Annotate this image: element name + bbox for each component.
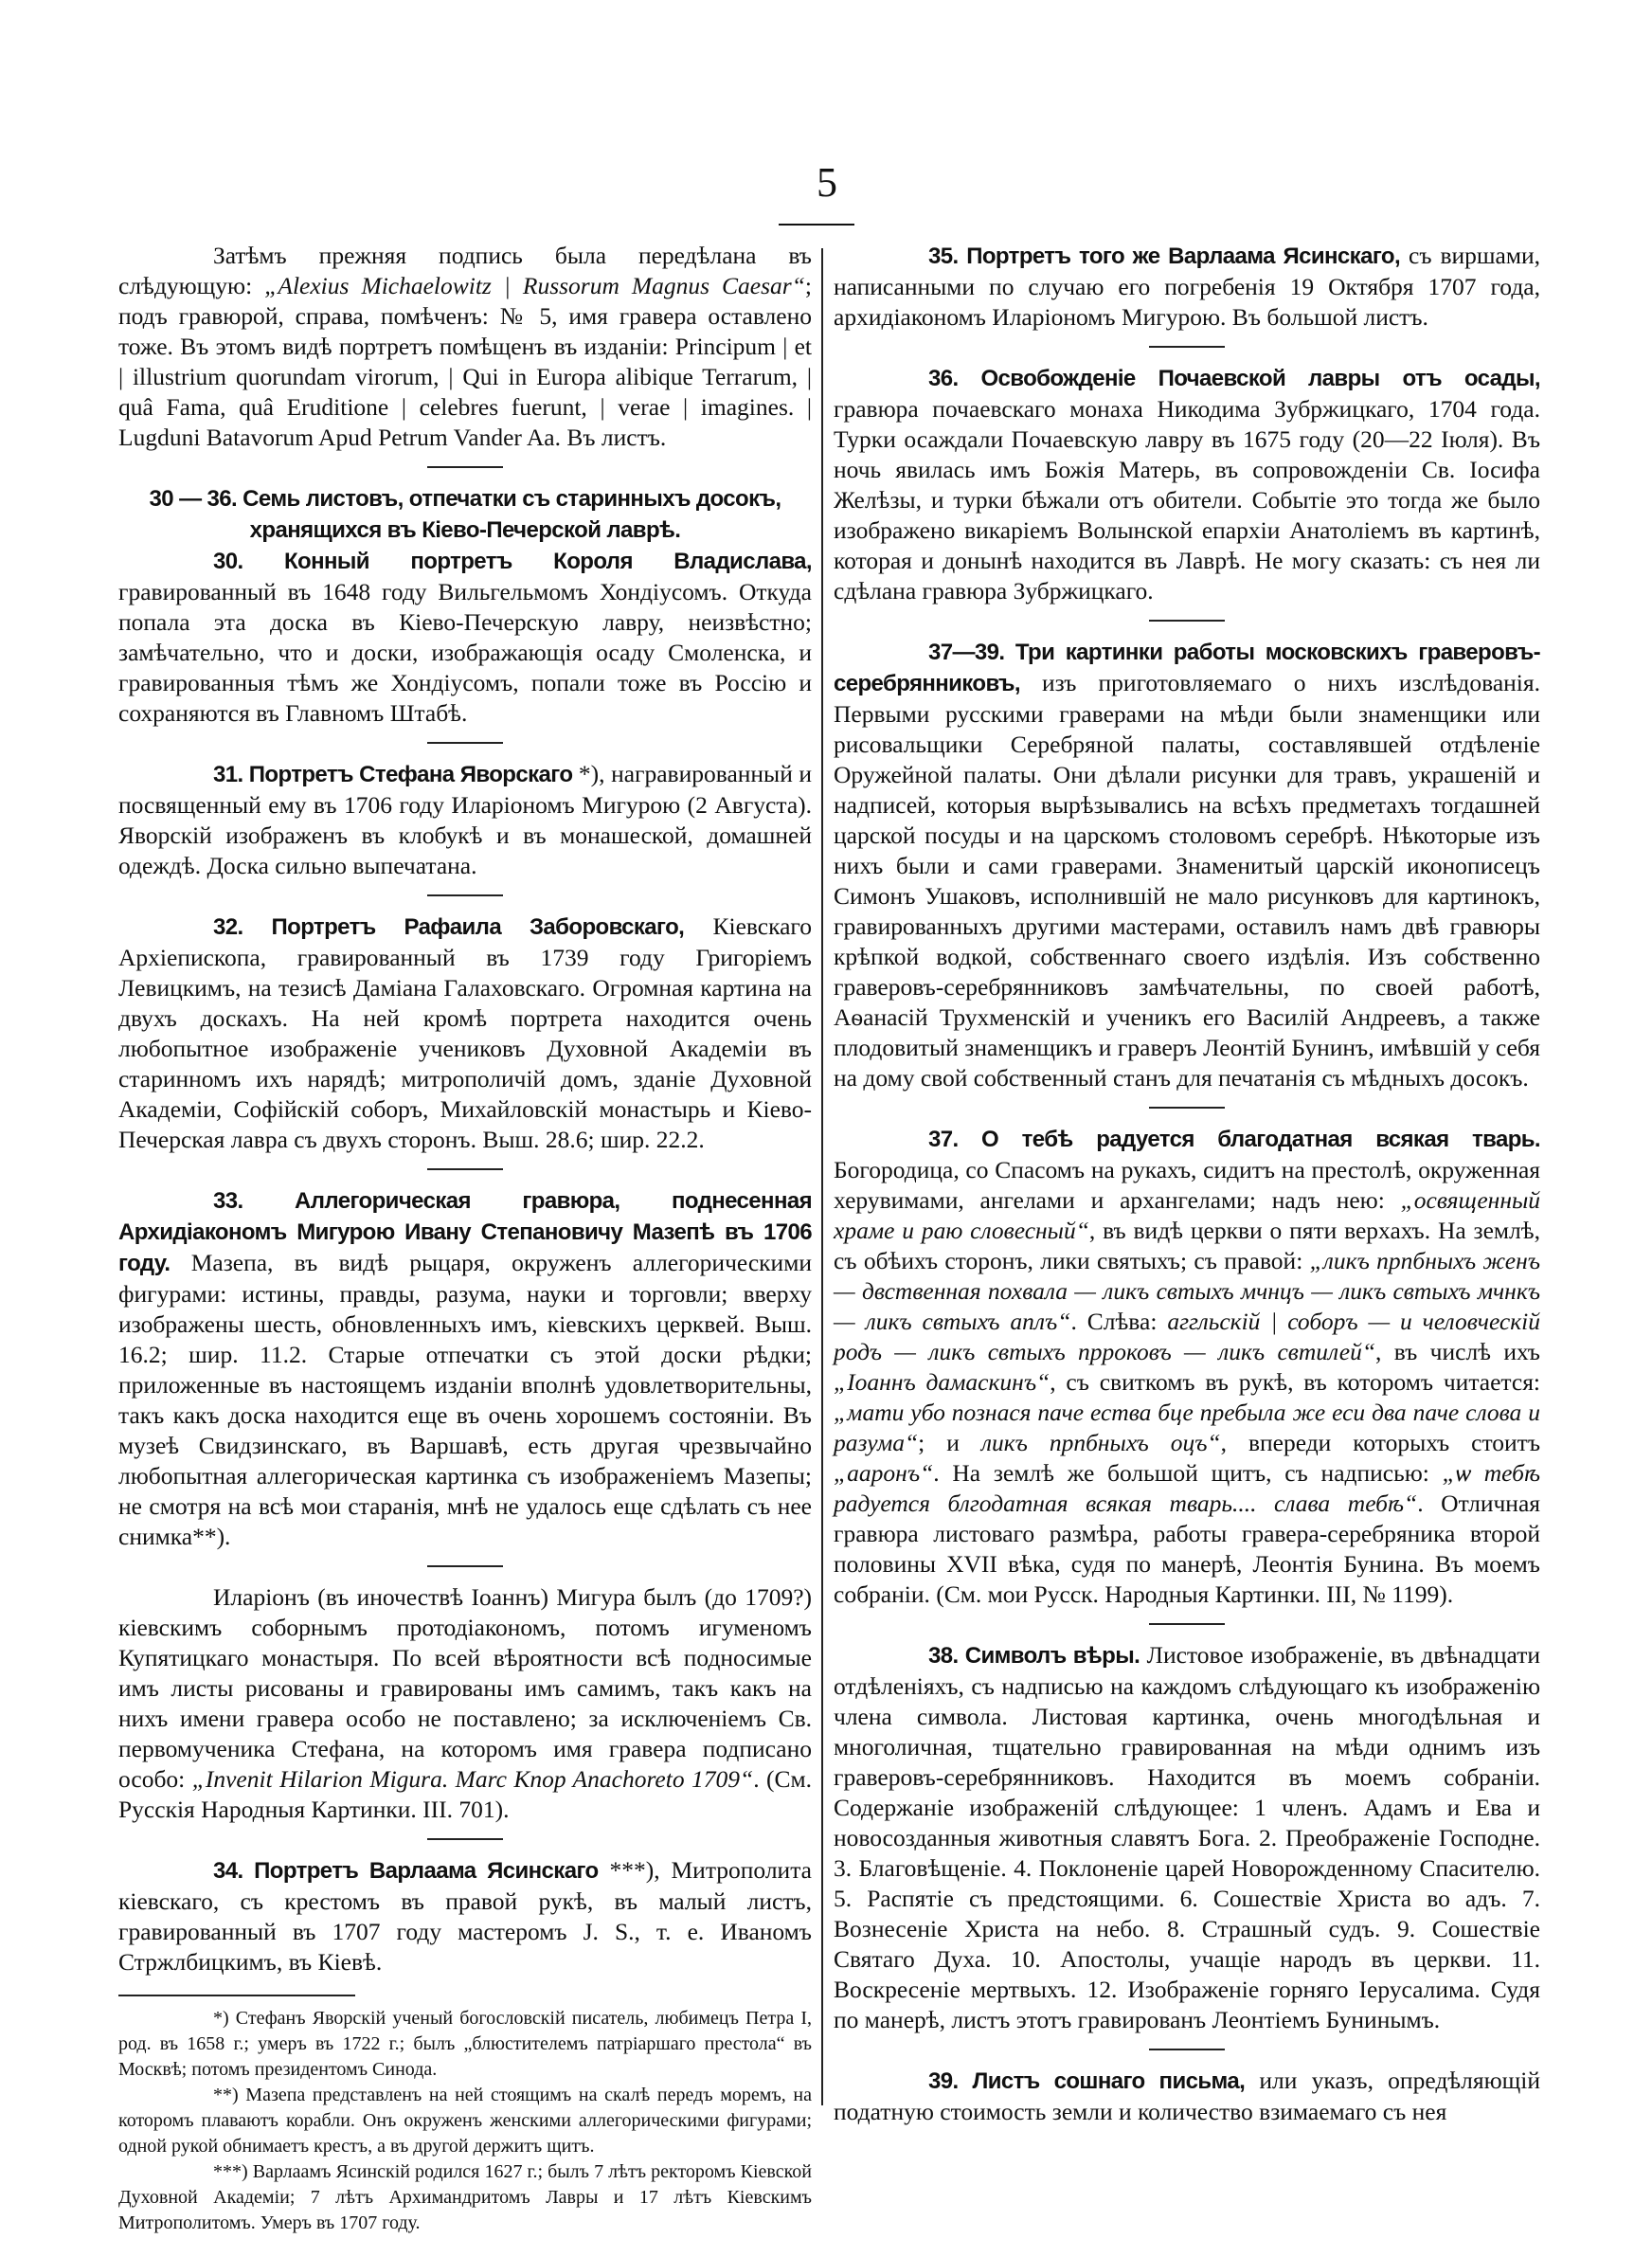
italic-quote: „ааронъ“ [834, 1459, 934, 1487]
entry-title: 38. Символъ вѣры. [928, 1643, 1140, 1669]
page-number-underline [779, 224, 854, 226]
right-column [834, 241, 1540, 2127]
entry-title: 34. Портретъ Варлаама Ясинскаго [213, 1858, 599, 1884]
section-divider [427, 1565, 503, 1567]
italic-quote: „Alexius Michaelowitz | Russorum Magnus Caesar“ [264, 272, 805, 299]
entry-text: Листовое изображеніе, въ двѣнадцати отдѣленіяхъ, съ надписью на каждомъ слѣдующаго къ изображенію члена символа. Листовая картинка, очень многодѣльная и многоличная, тщательно гравированная на мѣди однимъ изъ граверовъ-серебрянниковъ. Находится въ моемъ собраніи. Содержаніе изображеній слѣдующее: 1 членъ. Адамъ и Ева и новосозданныя животныя славятъ Бога. 2. Преображеніе Господне. 3. Благовѣщеніе. 4. Поклоненіе царей Новорожденному Спасителю. 5. Распятіе съ предстоящими. 6. Сошествіе Христа во адъ. 7. Вознесеніе Христа на небо. 8. Страшный судъ. 9. Сошествіе Святаго Духа. 10. Апостолы, учащіе народъ въ церкви. 11. Воскресеніе мертвыхъ. 12. Изображеніе горняго Іерусалима. Судя по манерѣ, листъ этотъ гравированъ Леонтіемъ Бунинымъ. [834, 1641, 1540, 2033]
entry-text: . (См. Русскія Народныя Картинки. III. 701). [118, 1765, 812, 1823]
catalog-entry [834, 637, 1540, 1093]
entry-text: ; и [918, 1429, 981, 1456]
catalog-entry [834, 363, 1540, 606]
entry-text: изъ приготовляемаго о нихъ изслѣдованія. Первыми русскими граверами на мѣди были знаменщики или рисовальщики Серебряной палаты, составлявшей отдѣленіе Оружейной палаты. Они дѣлали рисунки для травъ, украшеній и надписей, которыя вырѣзывались на всѣхъ предметахъ тогдашней царской посуды и на царскомъ столовомъ серебрѣ. Нѣкоторые изъ нихъ были и сами граверами. Знаменитый царскій иконописецъ Симонъ Ушаковъ, исполнившій не мало рисунковъ для картинокъ, гравированныхъ другими мастерами, оставилъ намъ двѣ гравюры крѣпкой водкой, собственнаго своего издѣлія. Изъ собственно граверовъ-серебрянниковъ замѣчательны, по своей работѣ, Аѳанасій Трухменскій и ученикъ его Василій Андреевъ, а также плодовитый знаменщикъ и граверъ Леонтій Бунинъ, имѣвшій у себя на дому свой собственный станъ для печатанія съ мѣдныхъ досокъ. [834, 669, 1540, 1092]
catalog-entry [834, 241, 1540, 333]
entry-text: Иларіонъ (въ иночествѣ Іоаннъ) Мигура былъ (до 1709?) кіевскимъ соборнымъ протодіакономъ, потомъ игуменомъ Купятицкаго монастыря. По всей вѣроятности всѣ подносимые имъ листы рисованы и гравированы имъ самимъ, такъ какъ на нихъ имени гравера особо не поставлено; за исключеніемъ Св. первомученика Стефана, на которомъ имя гравера подписано особо: [118, 1583, 812, 1793]
entry-text: . Отличная гравюра листоваго размѣра, работы гравера-серебряника второй половины XVII вѣка, судя по манерѣ, Леонтія Бунина. Въ моемъ собраніи. (См. мои Русск. Народныя Картинки. III, № 1199). [834, 1490, 1540, 1608]
italic-quote: „Іоаннъ дамаскинъ“ [834, 1368, 1050, 1396]
entry-title: 30. Конный портретъ Короля Владислава, [213, 549, 812, 574]
entry-text: , въ видѣ церкви о пяти верхахъ. На землѣ, съ обѣихъ сторонъ, лики святыхъ; съ правой: [834, 1217, 1540, 1274]
entry-text: , съ свиткомъ въ рукѣ, въ которомъ читается: [1050, 1368, 1541, 1396]
catalog-entry [118, 1855, 812, 1977]
entry-title: 39. Листъ сошнаго письма, [928, 2068, 1246, 2094]
entry-title: 37. О тебѣ радуется благодатная всякая тварь. [928, 1127, 1540, 1152]
entry-text: . На землѣ же большой щитъ, съ надписью: [933, 1459, 1443, 1487]
left-column [118, 241, 812, 2236]
section-divider [1149, 346, 1225, 348]
footnote: **) Мазепа представленъ на ней стоящимъ на скалѣ передъ моремъ, на которомъ плаваютъ корабли. Онъ окруженъ женскими аллегорическими фигурами; одной рукой обнимаетъ крестъ, а въ другой держитъ щитъ. [118, 2085, 812, 2157]
entry-text: гравированный въ 1648 году Вильгельмомъ Хондіусомъ. Откуда попала эта доска въ Кіево-Печерскую лавру, неизвѣстно; замѣчательно, что и доски, изображающія осаду Смоленска, и гравированныя тѣмъ же Хондіусомъ, попали тоже въ Россію и сохраняются въ Главномъ Штабѣ. [118, 578, 812, 727]
section-divider [427, 466, 503, 468]
entry-text: гравюра почаевскаго монаха Никодима Зубржицкаго, 1704 года. Турки осаждали Почаевскую лавру въ 1675 году (20—22 Іюля). Въ ночь явилась имъ Божія Матерь, въ сопровожденіи Св. Іосифа Желѣзы, и турки бѣжали отъ обители. Событіе это тогда же было изображено викаріемъ Волынской епархіи Анатоліемъ въ картинѣ, которая и донынѣ находится въ Лаврѣ. Не могу сказать: съ нея ли сдѣлана гравюра Зубржицкаго. [834, 395, 1540, 605]
catalog-entry [118, 1582, 812, 1825]
catalog-entry [118, 546, 812, 729]
left-column-paragraphs [118, 241, 812, 1977]
entry-text: Затѣмъ прежняя подпись была передѣлана въ слѣдующую: [118, 242, 812, 299]
italic-quote: „ликъ прпбныхъ женъ — двственная похвала — ликъ свтыхъ мчнцъ — ликъ свтыхъ мчнкъ — ликъ свтыхъ аплъ“ [834, 1247, 1540, 1335]
footnote-divider [118, 1995, 355, 1996]
section-divider [427, 894, 503, 896]
entry-text: Богородица, со Спасомъ на рукахъ, сидитъ на престолѣ, окруженная херувимами, ангелами и архангелами; надъ нею: [834, 1156, 1540, 1214]
section-divider [1149, 620, 1225, 622]
footnote: ***) Варлаамъ Ясинскій родился 1627 г.; былъ 7 лѣтъ ректоромъ Кіевской Духовной Академіи; 7 лѣтъ Архимандритомъ Лавры и 17 лѣтъ Кіевскимъ Митрополитомъ. Умеръ въ 1707 году. [118, 2161, 812, 2233]
italic-quote: „Invenit Hilarion Migura. Marc Knop Anachoreto 1709“ [191, 1765, 754, 1793]
entry-text: , въ числѣ ихъ [1375, 1338, 1540, 1365]
italic-quote: „мати убо познася паче ества бце пребыла же еси два паче слова и разума“ [834, 1399, 1540, 1456]
catalog-entry [834, 1124, 1540, 1610]
entry-text: Кіевскаго Архіепископа, гравированный въ 1739 году Григоріемъ Левицкимъ, на тезисѣ Даміана Галаховскаго. Огромная картина на двухъ доскахъ. На ней кромѣ портрета находится очень любопытное изображеніе учениковъ Духовной Академіи въ старинномъ ихъ нарядѣ; митрополичій домъ, зданіе Духовной Академіи, Софійскій соборъ, Михайловскій монастырь и Кіево-Печерская лавра съ двухъ сторонъ. Выш. 28.6; шир. 22.2. [118, 912, 813, 1153]
italic-quote: аггльскій | соборъ — и человческій родъ — ликъ свтыхъ прроковъ — ликъ свтилей“ [834, 1308, 1541, 1365]
entry-title: 36. Освобожденіе Почаевской лавры отъ осады, [928, 366, 1540, 391]
entry-title: 31. Портретъ Стефана Яворскаго [213, 762, 573, 787]
catalog-entry [118, 912, 812, 1155]
entry-text: *), награвированный и посвященный ему въ 1706 году Иларіономъ Мигурою (2 Августа). Яворскій изображенъ въ клобукѣ и въ монашеской, домашней одеждѣ. Доска сильно выпечатана. [118, 760, 812, 879]
footnote: *) Стефанъ Яворскій ученый богословскій писатель, любимецъ Петра I, род. въ 1658 г.; умеръ въ 1722 г.; былъ „блюстителемъ патріаршаго престола“ въ Москвѣ; потомъ президентомъ Синода. [118, 2008, 812, 2080]
italic-quote: „освященный храме и раю словесный“ [834, 1186, 1540, 1244]
italic-quote: „ѡ тебѣ радуется блгодатная всякая тварь.... слава тебѣ“ [834, 1459, 1540, 1517]
catalog-entry [118, 759, 812, 881]
footnotes [118, 2006, 812, 2236]
entry-text: . Слѣва: [1070, 1308, 1168, 1335]
right-column-paragraphs [834, 241, 1540, 2127]
entry-title: 30 — 36. Семь листовъ, отпечатки съ старинныхъ досокъ, хранящихся въ Кіево-Печерской лаврѣ. [149, 486, 781, 543]
catalog-entry [118, 1185, 812, 1552]
entry-title: 33. Аллегорическая гравюра, поднесенная Архидіакономъ Мигурою Ивану Степановичу Мазепѣ въ 1706 году. [118, 1188, 812, 1276]
section-divider [427, 742, 503, 744]
italic-quote: ликъ прпбныхъ оцъ“ [980, 1429, 1221, 1456]
section-divider [427, 1838, 503, 1840]
page-number: 5 [817, 159, 837, 206]
entry-title: 32. Портретъ Рафаила Заборовскаго, [213, 914, 685, 940]
entry-text: или указъ, опредѣляющій податную стоимость земли и количество взимаемаго съ нея [834, 2067, 1541, 2125]
entry-text: Мазепа, въ видѣ рыцаря, окруженъ аллегорическими фигурами: истины, правды, разума, науки и торговли; вверху изображены шесть, обновленныхъ имъ, кіевскихъ церквей. Выш. 16.2; шир. 11.2. Старые отпечатки съ этой доски рѣдки; приложенные въ настоящемъ изданіи вполнѣ удовлетворительны, такъ какъ доска находится еще въ очень хорошемъ состояніи. Въ музеѣ Свидзинскаго, въ Варшавѣ, есть другая чрезвычайно любопытная аллегорическая картинка съ изображеніемъ Мазепы; не смотря на всѣ мои старанія, мнѣ не удалось еще сдѣлать съ нее снимка**). [118, 1249, 812, 1550]
catalog-entry [118, 241, 812, 453]
entry-text: , впереди которыхъ стоитъ [1220, 1429, 1541, 1456]
entry-title: 35. Портретъ того же Варлаама Ясинскаго, [928, 244, 1401, 269]
catalog-entry [834, 1640, 1540, 2035]
entry-text: съ виршами, написанными по случаю его погребенія 19 Октября 1707 года, архидіакономъ Иларіономъ Мигурою. Въ большой листъ. [834, 242, 1540, 331]
section-divider [1149, 2049, 1225, 2050]
section-divider [1149, 1107, 1225, 1109]
section-divider [1149, 1623, 1225, 1625]
entry-text: ***), Митрополита кіевскаго, съ крестомъ въ правой рукѣ, въ малый листъ, гравированный въ 1707 году мастеромъ J. S., т. е. Иваномъ Стржлбицкимъ, въ Кіевѣ. [118, 1856, 812, 1976]
catalog-entry [834, 2066, 1540, 2127]
section-divider [427, 1168, 503, 1170]
entry-title: 37—39. Три картинки работы московскихъ граверовъ-серебрянниковъ, [834, 640, 1540, 696]
entry-text: ; подъ гравюрой, справа, помѣченъ: № 5, имя гравера оставлено тоже. Въ этомъ видѣ портретъ помѣщенъ въ изданіи: Principum | et | illustrium quorundam virorum, | Qui in Europa alibique Terrarum, | quâ Fama, quâ Eruditione | celebres fuerunt, | verae | imagines. | Lugduni Batavorum Apud Petrum Vander Aa. Въ листъ. [118, 272, 813, 451]
section-heading [118, 483, 812, 546]
column-divider [821, 248, 823, 2105]
